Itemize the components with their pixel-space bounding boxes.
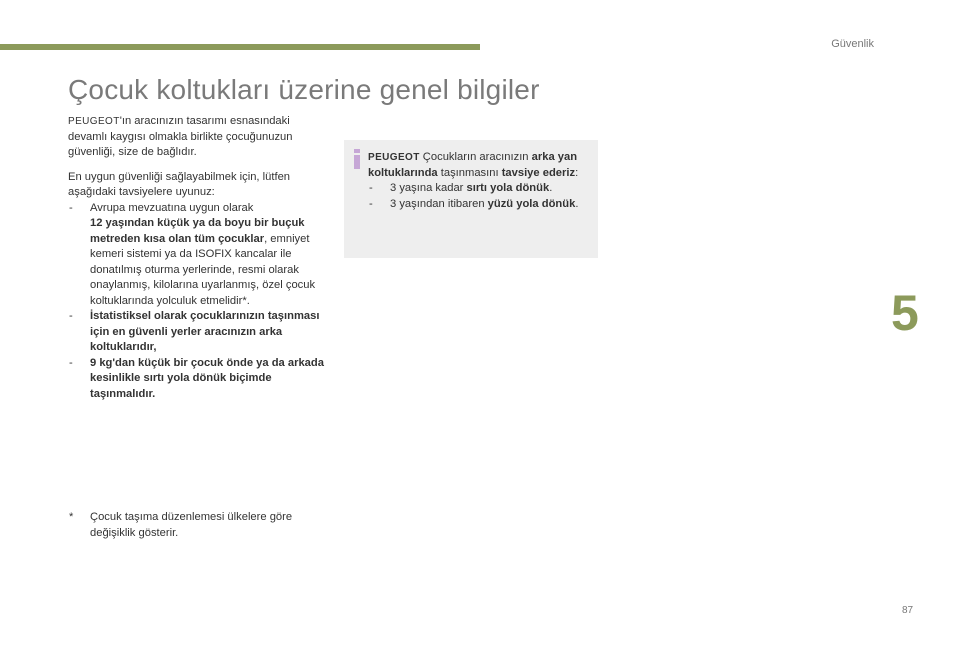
footnote bbox=[68, 510, 330, 541]
recommendation-list bbox=[68, 201, 330, 403]
left-column bbox=[68, 114, 330, 402]
lead-paragraph: En uygun güvenliği sağlayabilmek için, lütfen aşağıdaki tavsiyelere uyunuz: bbox=[68, 170, 291, 198]
item-text: Avrupa mevzuatına uygun olarak bbox=[90, 201, 254, 214]
intro-text: 'ın aracınızın tasarımı esnasındaki devamlı kaygısı olmakla birlikte çocuğunuzun güvenliği, size de bağlıdır. bbox=[68, 115, 293, 158]
item-text: 3 yaşına kadar bbox=[390, 182, 467, 194]
footnote-marker: * bbox=[69, 511, 74, 523]
footnote-text: Çocuk taşıma düzenlemesi ülkelere göre değişiklik gösterir. bbox=[90, 511, 293, 539]
info-bold-text: arka yan koltuklarında bbox=[368, 151, 578, 179]
item-text: , emniyet kemeri sistemi ya da ISOFIX kancalar ile donatılmış oturma yerlerinde, resmi olarak onaylanmış, kilolarına uyarlanmış, özel çocuk koltuklarında yolculuk etmelidir*. bbox=[90, 232, 316, 307]
info-list bbox=[368, 181, 590, 212]
item-bold-text: İstatistiksel olarak çocuklarınızın taşınması için en güvenli yerler aracınızın arka koltuklarıdır, bbox=[90, 310, 320, 353]
list-item bbox=[368, 197, 590, 213]
item-bold-text: 9 kg'dan küçük bir çocuk önde ya da arkada kesinlikle sırtı yola dönük biçimde taşınmalıdır. bbox=[90, 356, 324, 400]
intro-paragraph bbox=[68, 114, 330, 161]
item-text: 3 yaşından itibaren bbox=[390, 197, 488, 210]
item-bold-text: yüzü yola dönük bbox=[487, 197, 576, 210]
page-title: Çocuk koltukları üzerine genel bilgiler bbox=[68, 74, 540, 105]
brand-name: PEUGEOT bbox=[68, 116, 120, 127]
info-icon bbox=[353, 149, 361, 169]
brand-name: PEUGEOT bbox=[368, 152, 420, 163]
info-bold-text: tavsiye ederiz bbox=[501, 166, 576, 179]
item-text: . bbox=[575, 197, 579, 210]
item-bold-text: 12 yaşından küçük ya da boyu bir buçuk metreden kısa olan tüm çocuklar bbox=[90, 217, 305, 245]
info-box bbox=[344, 140, 598, 258]
info-paragraph bbox=[368, 150, 590, 181]
list-item bbox=[68, 201, 330, 310]
list-item bbox=[68, 309, 330, 356]
list-item bbox=[368, 181, 590, 197]
item-bold-text: sırtı yola dönük bbox=[466, 182, 550, 194]
info-text: taşınmasını bbox=[437, 166, 502, 179]
chapter-number: 5 bbox=[891, 285, 919, 341]
top-rule bbox=[0, 44, 480, 50]
item-text: . bbox=[549, 182, 553, 194]
page-number: 87 bbox=[902, 605, 914, 616]
info-text: Çocukların aracınızın bbox=[419, 151, 532, 163]
list-item bbox=[68, 356, 330, 403]
section-label: Güvenlik bbox=[831, 38, 874, 50]
info-text: : bbox=[575, 166, 579, 179]
